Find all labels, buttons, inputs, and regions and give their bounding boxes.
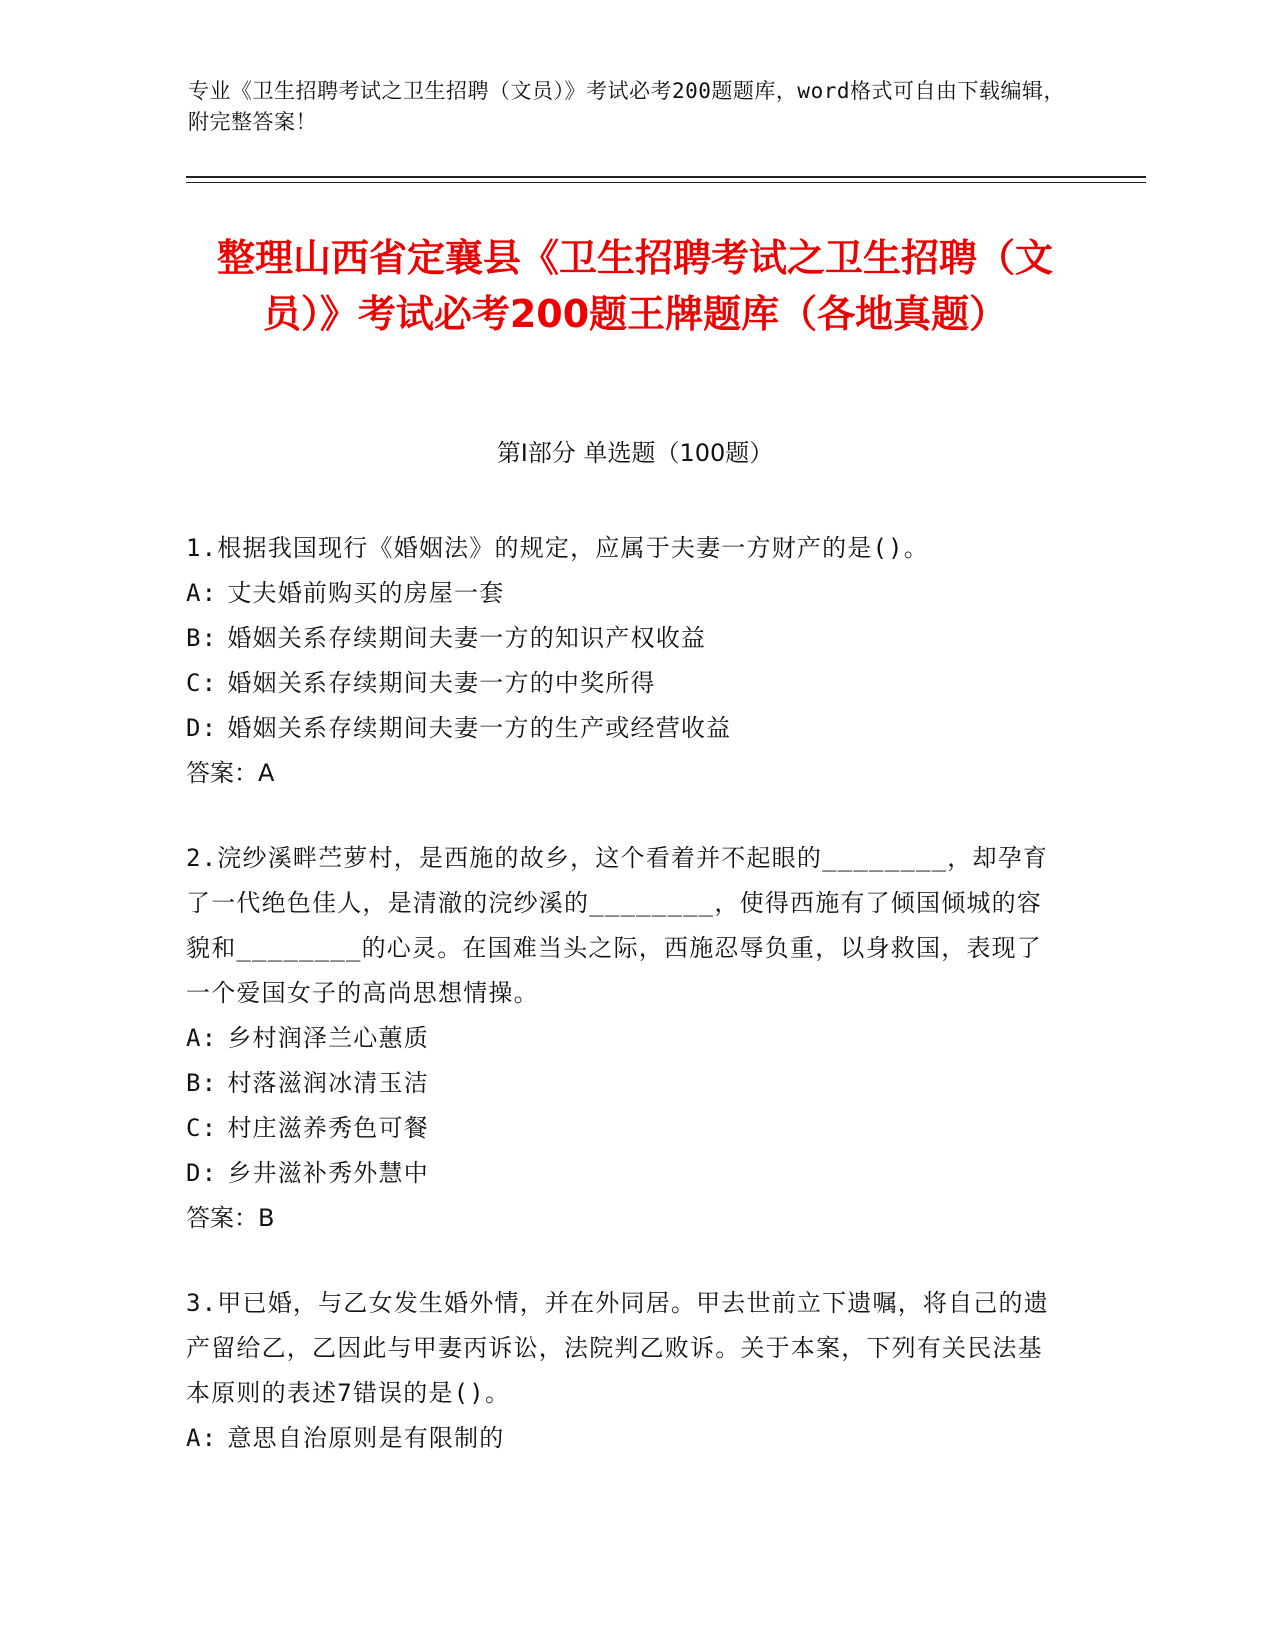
option-letter: C: <box>186 1114 218 1142</box>
question-list <box>186 526 1056 1501</box>
option-d <box>186 1151 1056 1196</box>
option-letter: D: <box>186 1159 218 1187</box>
option-letter: B: <box>186 624 218 652</box>
question-1 <box>186 526 1056 796</box>
option-a <box>186 571 1056 616</box>
header-note: 专业《卫生招聘考试之卫生招聘（文员）》考试必考200题题库，word格式可自由下载编辑，附完整答案！ <box>188 79 1065 134</box>
option-text: 村落滋润冰清玉洁 <box>227 1069 429 1097</box>
option-letter: A: <box>186 1024 218 1052</box>
option-text: 乡井滋补秀外慧中 <box>227 1159 429 1187</box>
option-letter: B: <box>186 1069 218 1097</box>
answer-line: 答案：B <box>186 1204 275 1232</box>
question-3 <box>186 1281 1056 1461</box>
option-text: 丈夫婚前购买的房屋一套 <box>227 579 505 607</box>
document-title: 整理山西省定襄县《卫生招聘考试之卫生招聘（文员）》考试必考200题王牌题库（各地真题） <box>216 236 1053 336</box>
option-letter: A: <box>186 579 218 607</box>
option-text: 意思自治原则是有限制的 <box>227 1424 505 1452</box>
answer-line: 答案：A <box>186 759 275 787</box>
option-c <box>186 661 1056 706</box>
option-text: 婚姻关系存续期间夫妻一方的知识产权收益 <box>227 624 707 652</box>
header-rule <box>186 176 1146 178</box>
option-c <box>186 1106 1056 1151</box>
option-text: 婚姻关系存续期间夫妻一方的中奖所得 <box>227 669 656 697</box>
section-title: 第Ⅰ部分 单选题（100题） <box>496 439 774 467</box>
option-b <box>186 616 1056 661</box>
question-2 <box>186 836 1056 1241</box>
option-d <box>186 706 1056 751</box>
question-stem: 1.根据我国现行《婚姻法》的规定，应属于夫妻一方财产的是()。 <box>186 534 929 562</box>
option-text: 村庄滋养秀色可餐 <box>227 1114 429 1142</box>
option-a <box>186 1416 1056 1461</box>
header-rule-thin <box>186 182 1146 183</box>
option-text: 婚姻关系存续期间夫妻一方的生产或经营收益 <box>227 714 732 742</box>
option-letter: D: <box>186 714 218 742</box>
option-b <box>186 1061 1056 1106</box>
option-text: 乡村润泽兰心蕙质 <box>227 1024 429 1052</box>
option-letter: A: <box>186 1424 218 1452</box>
question-stem: 2.浣纱溪畔苎萝村，是西施的故乡，这个看着并不起眼的________，却孕育了一代绝色佳人，是清澈的浣纱溪的________，使得西施有了倾国倾城的容貌和________的心灵。在国难当头之际，西施忍辱负重，以身救国，表现了一个爱国女子的高尚思想情操。 <box>186 844 1049 1007</box>
option-letter: C: <box>186 669 218 697</box>
option-a <box>186 1016 1056 1061</box>
question-stem: 3.甲已婚，与乙女发生婚外情，并在外同居。甲去世前立下遗嘱，将自己的遗产留给乙，乙因此与甲妻丙诉讼，法院判乙败诉。关于本案，下列有关民法基本原则的表述7错误的是()。 <box>186 1289 1049 1407</box>
